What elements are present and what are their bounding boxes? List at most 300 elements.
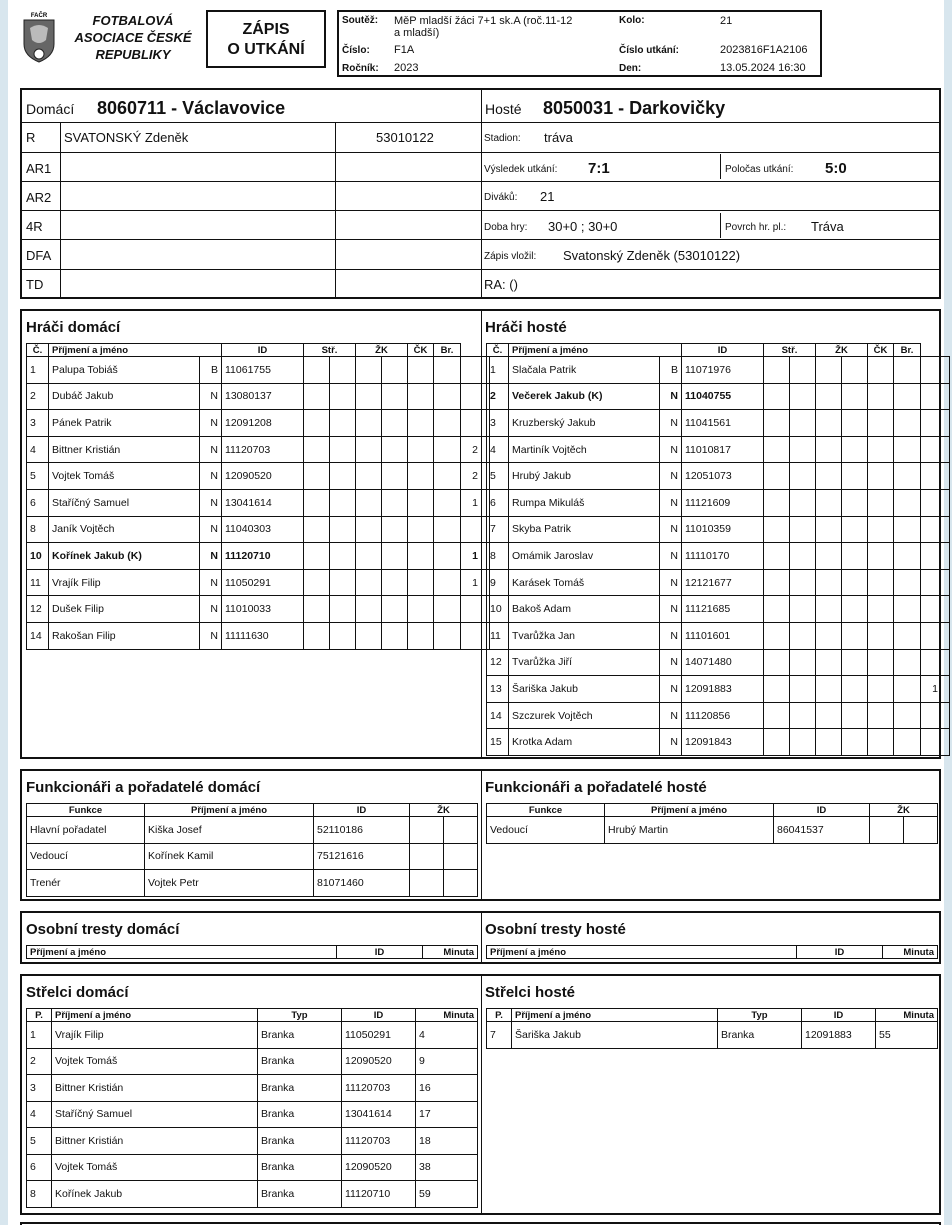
- col-header: ID: [342, 1009, 416, 1022]
- scorer-minute: 9: [416, 1048, 478, 1075]
- player-status: N: [200, 596, 222, 623]
- empty-cell: [790, 489, 816, 516]
- empty-cell: [894, 543, 921, 570]
- empty-cell: [410, 843, 444, 870]
- player-number: 2: [487, 383, 509, 410]
- empty-cell: [790, 463, 816, 490]
- col-header: Příjmení a jméno: [509, 344, 682, 357]
- player-goals: [921, 489, 950, 516]
- col-header: ID: [337, 946, 423, 959]
- empty-cell: [868, 543, 894, 570]
- empty-cell: [868, 357, 894, 384]
- empty-cell: [842, 543, 868, 570]
- col-header: ID: [797, 946, 883, 959]
- staff-name: Kiška Josef: [145, 817, 314, 844]
- empty-cell: [408, 463, 434, 490]
- staff-name: Vojtek Petr: [145, 870, 314, 897]
- player-id: 11040303: [222, 516, 304, 543]
- table-row: [27, 1181, 478, 1208]
- empty-cell: [330, 516, 356, 543]
- col-header: ID: [314, 804, 410, 817]
- col-header: P.: [27, 1009, 52, 1022]
- table-row: [487, 649, 950, 676]
- player-status: N: [200, 489, 222, 516]
- col-header: Č.: [27, 344, 49, 357]
- empty-cell: [816, 702, 842, 729]
- table-header-row: [487, 946, 938, 959]
- player-number: 5: [487, 463, 509, 490]
- empty-cell: [408, 436, 434, 463]
- scorer-order: 7: [487, 1022, 512, 1049]
- player-status: N: [200, 410, 222, 437]
- player-status: B: [660, 357, 682, 384]
- player-status: N: [660, 543, 682, 570]
- player-name: Staříčný Samuel: [49, 489, 200, 516]
- player-number: 5: [27, 463, 49, 490]
- empty-cell: [382, 463, 408, 490]
- col-header: ŽK: [870, 804, 938, 817]
- player-id: 12091208: [222, 410, 304, 437]
- empty-cell: [764, 489, 790, 516]
- scorers-box: [20, 974, 941, 1215]
- player-status: N: [660, 383, 682, 410]
- staff-box: [20, 769, 941, 901]
- staff-role: Vedoucí: [27, 843, 145, 870]
- table-header-row: [487, 344, 950, 357]
- match-info-box: Soutěž: MěP mladší žáci 7+1 sk.A (roč.11-12 a mladší) Číslo: F1A Ročník: 2023 Kolo: 21 Číslo utkání: 2023816F1A2106 Den: 13.05.2024 16:30: [337, 10, 822, 77]
- col-header: ČK: [408, 344, 434, 357]
- player-number: 4: [27, 436, 49, 463]
- table-row: [487, 817, 938, 844]
- empty-cell: [408, 489, 434, 516]
- player-name: Skyba Patrik: [509, 516, 660, 543]
- empty-cell: [330, 357, 356, 384]
- player-id: 11101601: [682, 622, 764, 649]
- empty-cell: [434, 622, 461, 649]
- home-scorers-table: [26, 1008, 478, 1208]
- empty-cell: [790, 543, 816, 570]
- empty-cell: [330, 489, 356, 516]
- empty-cell: [790, 383, 816, 410]
- player-id: 11010817: [682, 436, 764, 463]
- empty-cell: [764, 676, 790, 703]
- player-id: 12091883: [682, 676, 764, 703]
- player-number: 11: [27, 569, 49, 596]
- empty-cell: [868, 516, 894, 543]
- player-goals: [921, 436, 950, 463]
- empty-cell: [434, 596, 461, 623]
- table-header-row: [487, 804, 938, 817]
- player-name: Martiník Vojtěch: [509, 436, 660, 463]
- player-goals: [921, 729, 950, 756]
- col-header: Funkce: [27, 804, 145, 817]
- empty-cell: [842, 569, 868, 596]
- empty-cell: [304, 357, 330, 384]
- empty-cell: [894, 702, 921, 729]
- competition-cont: a mladší): [394, 27, 440, 39]
- staff-name: Hrubý Martin: [605, 817, 774, 844]
- empty-cell: [904, 817, 938, 844]
- scorer-id: 13041614: [342, 1101, 416, 1128]
- empty-cell: [330, 596, 356, 623]
- table-row: [27, 516, 490, 543]
- empty-cell: [330, 436, 356, 463]
- empty-cell: [764, 596, 790, 623]
- col-header: Příjmení a jméno: [145, 804, 314, 817]
- staff-id: 86041537: [774, 817, 870, 844]
- scorer-minute: 55: [876, 1022, 938, 1049]
- empty-cell: [434, 543, 461, 570]
- col-header: Br.: [894, 344, 921, 357]
- empty-cell: [382, 622, 408, 649]
- empty-cell: [790, 357, 816, 384]
- player-status: N: [660, 622, 682, 649]
- staff-role: Trenér: [27, 870, 145, 897]
- scorer-name: Kořínek Jakub: [52, 1181, 258, 1208]
- empty-cell: [894, 489, 921, 516]
- referee-name: SVATONSKÝ Zdeněk: [64, 130, 189, 145]
- attendance: 21: [540, 189, 555, 204]
- scorer-name: Vojtek Tomáš: [52, 1048, 258, 1075]
- staff-id: 52110186: [314, 817, 410, 844]
- table-row: [487, 436, 950, 463]
- empty-cell: [764, 357, 790, 384]
- col-header: Minuta: [876, 1009, 938, 1022]
- playing-time: 30+0 ; 30+0: [548, 219, 618, 234]
- player-name: Kruzberský Jakub: [509, 410, 660, 437]
- player-name: Omámik Jaroslav: [509, 543, 660, 570]
- player-id: 11040755: [682, 383, 764, 410]
- player-name: Palupa Tobiáš: [49, 357, 200, 384]
- empty-cell: [894, 649, 921, 676]
- player-status: N: [200, 543, 222, 570]
- player-goals: [921, 649, 950, 676]
- col-header: Typ: [258, 1009, 342, 1022]
- report-title: ZÁPIS O UTKÁNÍ: [206, 10, 326, 68]
- empty-cell: [382, 357, 408, 384]
- entered-by: Svatonský Zdeněk (53010122): [563, 248, 741, 263]
- empty-cell: [356, 463, 382, 490]
- player-id: 11120703: [222, 436, 304, 463]
- player-name: Krotka Adam: [509, 729, 660, 756]
- home-staff-title: Funkcionáři a pořadatelé domácí: [26, 779, 261, 796]
- empty-cell: [764, 729, 790, 756]
- scorer-id: 11120703: [342, 1075, 416, 1102]
- player-status: N: [660, 489, 682, 516]
- empty-cell: [790, 676, 816, 703]
- player-goals: [921, 543, 950, 570]
- player-id: 11010033: [222, 596, 304, 623]
- table-row: [27, 569, 490, 596]
- player-goals: 1: [461, 543, 490, 570]
- table-row: [27, 1154, 478, 1181]
- player-number: 13: [487, 676, 509, 703]
- player-number: 14: [487, 702, 509, 729]
- empty-cell: [764, 463, 790, 490]
- empty-cell: [356, 383, 382, 410]
- empty-cell: [304, 543, 330, 570]
- empty-cell: [304, 489, 330, 516]
- empty-cell: [764, 702, 790, 729]
- empty-cell: [842, 463, 868, 490]
- surface: Tráva: [811, 219, 844, 234]
- empty-cell: [434, 569, 461, 596]
- col-header: ŽK: [356, 344, 408, 357]
- player-number: 3: [487, 410, 509, 437]
- empty-cell: [382, 436, 408, 463]
- col-header: Minuta: [423, 946, 478, 959]
- empty-cell: [816, 357, 842, 384]
- player-goals: 1: [461, 489, 490, 516]
- empty-cell: [868, 729, 894, 756]
- player-number: 10: [27, 543, 49, 570]
- scorer-type: Branka: [258, 1075, 342, 1102]
- empty-cell: [408, 569, 434, 596]
- empty-cell: [868, 569, 894, 596]
- staff-id: 75121616: [314, 843, 410, 870]
- col-header: ID: [222, 344, 304, 357]
- player-id: 11041561: [682, 410, 764, 437]
- player-number: 12: [487, 649, 509, 676]
- empty-cell: [842, 357, 868, 384]
- scorer-id: 12091883: [802, 1022, 876, 1049]
- table-row: [487, 410, 950, 437]
- player-number: 2: [27, 383, 49, 410]
- round: 21: [720, 15, 733, 27]
- player-status: B: [200, 357, 222, 384]
- staff-role: Hlavní pořadatel: [27, 817, 145, 844]
- player-status: N: [200, 569, 222, 596]
- empty-cell: [330, 410, 356, 437]
- empty-cell: [894, 383, 921, 410]
- col-header: ID: [774, 804, 870, 817]
- table-row: [487, 357, 950, 384]
- player-name: Vrajík Filip: [49, 569, 200, 596]
- empty-cell: [842, 383, 868, 410]
- season: 2023: [394, 62, 419, 74]
- staff-role: Vedoucí: [487, 817, 605, 844]
- player-status: N: [660, 463, 682, 490]
- empty-cell: [382, 569, 408, 596]
- player-goals: 1: [921, 676, 950, 703]
- player-name: Pánek Patrik: [49, 410, 200, 437]
- player-id: 11061755: [222, 357, 304, 384]
- scorer-id: 11050291: [342, 1022, 416, 1049]
- col-header: Příjmení a jméno: [487, 946, 797, 959]
- empty-cell: [868, 649, 894, 676]
- empty-cell: [764, 383, 790, 410]
- table-row: [487, 622, 950, 649]
- empty-cell: [356, 410, 382, 437]
- scorer-minute: 16: [416, 1075, 478, 1102]
- empty-cell: [816, 383, 842, 410]
- player-number: 11: [487, 622, 509, 649]
- table-row: [487, 596, 950, 623]
- empty-cell: [408, 410, 434, 437]
- player-name: Tvarůžka Jan: [509, 622, 660, 649]
- player-number: 6: [27, 489, 49, 516]
- empty-cell: [790, 516, 816, 543]
- empty-cell: [764, 436, 790, 463]
- empty-cell: [764, 649, 790, 676]
- player-name: Rumpa Mikuláš: [509, 489, 660, 516]
- away-penalties-title: Osobní tresty hosté: [485, 921, 626, 938]
- away-team: 8050031 - Darkovičky: [543, 98, 726, 118]
- away-staff-table: [486, 803, 938, 844]
- table-header-row: [27, 344, 490, 357]
- scorer-name: Šariška Jakub: [512, 1022, 718, 1049]
- col-header: Stř.: [764, 344, 816, 357]
- table-row: [27, 543, 490, 570]
- col-header: ID: [682, 344, 764, 357]
- empty-cell: [816, 516, 842, 543]
- table-row: [487, 383, 950, 410]
- table-row: [27, 383, 490, 410]
- table-row: [27, 436, 490, 463]
- player-id: 14071480: [682, 649, 764, 676]
- player-goals: [921, 463, 950, 490]
- empty-cell: [816, 596, 842, 623]
- empty-cell: [304, 569, 330, 596]
- player-id: 11121609: [682, 489, 764, 516]
- table-row: [487, 489, 950, 516]
- empty-cell: [816, 410, 842, 437]
- empty-cell: [356, 489, 382, 516]
- player-id: 12051073: [682, 463, 764, 490]
- player-status: N: [660, 436, 682, 463]
- empty-cell: [816, 463, 842, 490]
- col-header: Příjmení a jméno: [27, 946, 337, 959]
- empty-cell: [842, 516, 868, 543]
- player-goals: [921, 569, 950, 596]
- player-name: Karásek Tomáš: [509, 569, 660, 596]
- player-goals: [921, 383, 950, 410]
- referee-id: 53010122: [376, 130, 434, 145]
- empty-cell: [842, 676, 868, 703]
- empty-cell: [382, 489, 408, 516]
- player-number: 14: [27, 622, 49, 649]
- player-status: N: [660, 516, 682, 543]
- empty-cell: [408, 622, 434, 649]
- player-status: N: [660, 410, 682, 437]
- empty-cell: [790, 702, 816, 729]
- empty-cell: [870, 817, 904, 844]
- player-number: 6: [487, 489, 509, 516]
- player-name: Szczurek Vojtěch: [509, 702, 660, 729]
- player-name: Bakoš Adam: [509, 596, 660, 623]
- empty-cell: [356, 596, 382, 623]
- table-row: [27, 463, 490, 490]
- player-number: 9: [487, 569, 509, 596]
- player-number: 8: [27, 516, 49, 543]
- player-id: 11050291: [222, 569, 304, 596]
- empty-cell: [356, 543, 382, 570]
- empty-cell: [868, 410, 894, 437]
- player-goals: [921, 702, 950, 729]
- player-id: 12090520: [222, 463, 304, 490]
- empty-cell: [816, 729, 842, 756]
- scorer-name: Vojtek Tomáš: [52, 1154, 258, 1181]
- player-status: N: [660, 596, 682, 623]
- empty-cell: [868, 702, 894, 729]
- table-header-row: [27, 1009, 478, 1022]
- player-name: Vojtek Tomáš: [49, 463, 200, 490]
- empty-cell: [842, 489, 868, 516]
- player-goals: 1: [461, 569, 490, 596]
- player-name: Šariška Jakub: [509, 676, 660, 703]
- empty-cell: [330, 569, 356, 596]
- player-name: Slačala Patrik: [509, 357, 660, 384]
- empty-cell: [842, 649, 868, 676]
- halftime-score: 5:0: [825, 160, 847, 177]
- player-id: 11121685: [682, 596, 764, 623]
- col-header: ŽK: [816, 344, 868, 357]
- empty-cell: [434, 436, 461, 463]
- table-header-row: [487, 1009, 938, 1022]
- empty-cell: [356, 357, 382, 384]
- player-name: Bittner Kristián: [49, 436, 200, 463]
- player-name: Kořínek Jakub (K): [49, 543, 200, 570]
- table-row: [27, 596, 490, 623]
- empty-cell: [790, 569, 816, 596]
- empty-cell: [894, 357, 921, 384]
- scorer-id: 11120703: [342, 1128, 416, 1155]
- empty-cell: [434, 516, 461, 543]
- player-id: 12091843: [682, 729, 764, 756]
- scorer-type: Branka: [258, 1154, 342, 1181]
- penalties-box: [20, 911, 941, 964]
- home-staff-table: [26, 803, 478, 897]
- home-scorers-title: Střelci domácí: [26, 984, 129, 1001]
- empty-cell: [408, 516, 434, 543]
- player-id: 13041614: [222, 489, 304, 516]
- away-players-title: Hráči hosté: [485, 319, 567, 336]
- player-name: Tvarůžka Jiří: [509, 649, 660, 676]
- empty-cell: [408, 543, 434, 570]
- scorer-id: 11120710: [342, 1181, 416, 1208]
- match-date: 13.05.2024 16:30: [720, 62, 806, 74]
- empty-cell: [868, 489, 894, 516]
- scorer-minute: 18: [416, 1128, 478, 1155]
- empty-cell: [894, 596, 921, 623]
- col-header: Příjmení a jméno: [52, 1009, 258, 1022]
- scorer-order: 4: [27, 1101, 52, 1128]
- empty-cell: [408, 596, 434, 623]
- empty-cell: [894, 676, 921, 703]
- col-header: Příjmení a jméno: [512, 1009, 718, 1022]
- table-row: [27, 817, 478, 844]
- table-row: [27, 1048, 478, 1075]
- empty-cell: [894, 569, 921, 596]
- empty-cell: [356, 436, 382, 463]
- empty-cell: [816, 622, 842, 649]
- empty-cell: [304, 622, 330, 649]
- player-status: N: [200, 436, 222, 463]
- table-row: [487, 516, 950, 543]
- player-status: N: [200, 463, 222, 490]
- empty-cell: [382, 543, 408, 570]
- table-row: [487, 569, 950, 596]
- table-row: [27, 622, 490, 649]
- player-name: Dubáč Jakub: [49, 383, 200, 410]
- player-number: 4: [487, 436, 509, 463]
- table-header-row: [27, 946, 478, 959]
- player-goals: [921, 410, 950, 437]
- empty-cell: [764, 569, 790, 596]
- player-status: N: [660, 729, 682, 756]
- empty-cell: [790, 622, 816, 649]
- empty-cell: [842, 729, 868, 756]
